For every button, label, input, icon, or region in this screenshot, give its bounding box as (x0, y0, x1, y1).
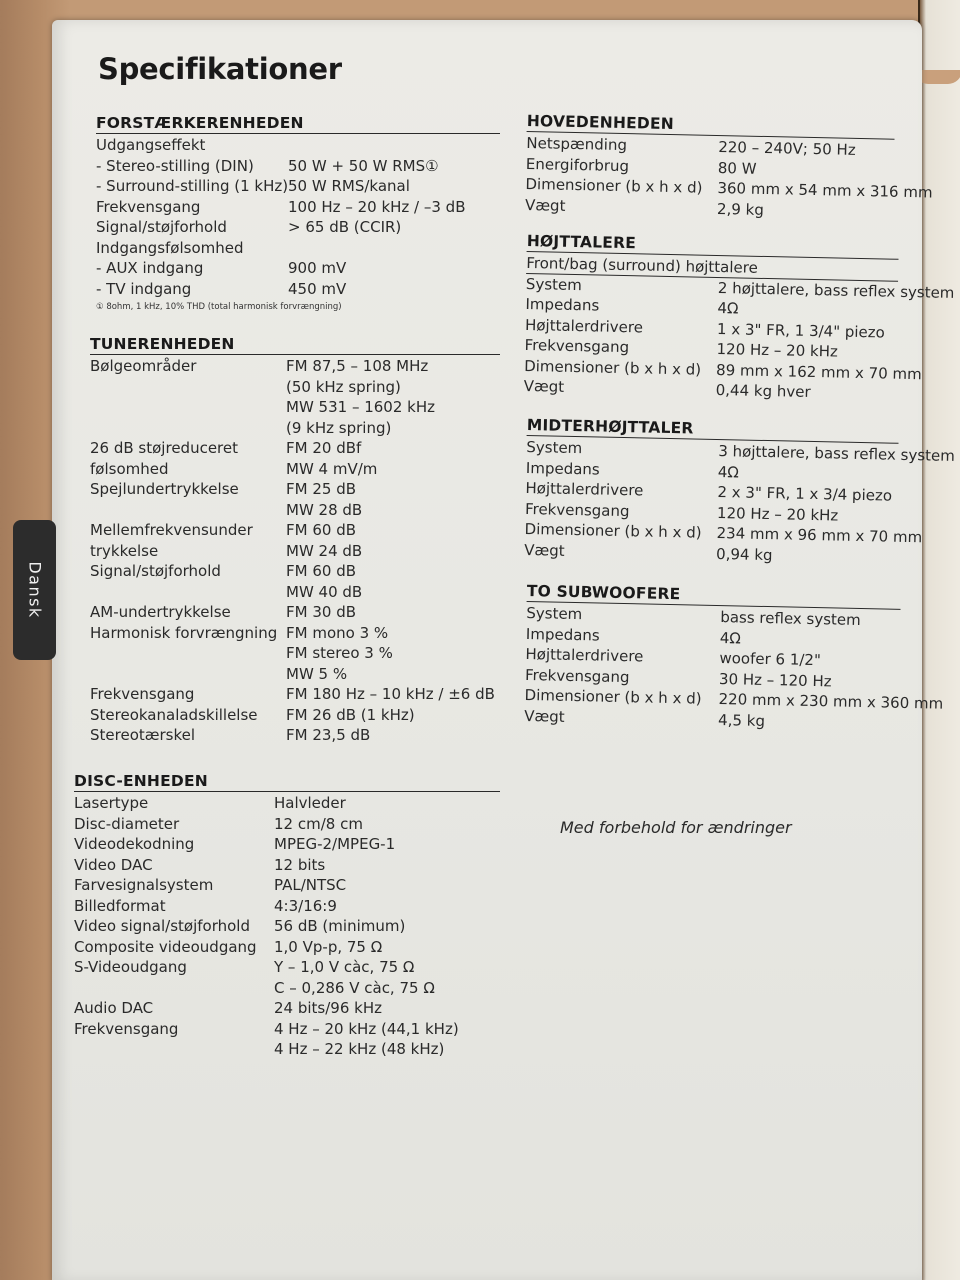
spec-label: 26 dB støjreduceret (90, 439, 238, 458)
spec-row (90, 459, 500, 480)
spec-row (74, 1039, 500, 1060)
spec-value: MW 531 – 1602 kHz (286, 398, 435, 417)
spec-row (90, 479, 500, 500)
spec-label: Harmonisk forvrængning (90, 623, 278, 642)
spec-value: MW 5 % (286, 664, 348, 683)
spec-row (74, 834, 500, 855)
spec-label: Dimensioner (b x h x d) (524, 356, 702, 379)
spec-row (90, 356, 500, 377)
spec-value: (50 kHz spring) (286, 377, 401, 396)
language-tab-label: Dansk (25, 561, 44, 619)
spec-label: trykkelse (90, 541, 159, 560)
spec-label: Video signal/støjforhold (74, 917, 250, 936)
spec-value: 120 Hz – 20 kHz (716, 340, 839, 361)
section-heading: TO SUBWOOFERE (527, 582, 901, 610)
section-heading: TUNERENHEDEN (90, 335, 500, 355)
spec-label: System (525, 274, 583, 294)
spec-value: 234 mm x 96 mm x 70 mm (716, 524, 923, 547)
spec-value: Halvleder (274, 794, 346, 813)
spec-value: 220 – 240V; 50 Hz (718, 138, 856, 160)
spec-row (96, 279, 500, 300)
spec-label: Stereokanaladskillelse (90, 705, 258, 724)
spec-label: System (526, 438, 583, 458)
spec-value: FM 60 dB (286, 521, 357, 540)
spec-row (90, 582, 500, 603)
spec-value: FM stereo 3 % (286, 644, 393, 663)
spec-label: System (526, 604, 583, 624)
spec-row (96, 135, 500, 156)
spec-row (96, 176, 500, 197)
spec-row (74, 793, 500, 814)
spec-row (90, 602, 500, 623)
spec-value: FM 25 dB (286, 480, 357, 499)
spec-value: 50 W + 50 W RMS① (288, 156, 439, 175)
spec-row (90, 623, 500, 644)
spec-value: MW 28 dB (286, 500, 363, 519)
spec-value: 4Ω (717, 462, 740, 482)
spec-label: Bølgeområder (90, 357, 197, 376)
spec-value: 0,94 kg (715, 544, 773, 564)
spec-value: FM 23,5 dB (286, 726, 371, 745)
spec-label: Videodekodning (74, 835, 195, 854)
spec-value: 1 x 3" FR, 1 3/4" piezo (716, 319, 886, 342)
spec-value: bass reflex system (720, 608, 861, 630)
spec-row (74, 1019, 500, 1040)
spec-label: Stereotærskel (90, 726, 196, 745)
spec-label: - Surround-stilling (1 kHz) (96, 177, 289, 196)
spec-value: 0,44 kg hver (715, 381, 811, 402)
spec-row (74, 855, 500, 876)
spec-label: Højttalerdrivere (525, 479, 644, 500)
spec-label: Frekvensgang (524, 336, 630, 357)
spec-value: FM 30 dB (286, 603, 357, 622)
subwoofer-section (524, 582, 944, 734)
spec-value: FM mono 3 % (286, 623, 389, 642)
spec-value: 24 bits/96 kHz (274, 999, 382, 1018)
spec-value: > 65 dB (CCIR) (288, 218, 402, 237)
spec-value: 2 højttalere, bass reflex system (717, 278, 955, 302)
spec-value: MW 40 dB (286, 582, 363, 601)
spec-row (90, 397, 500, 418)
spec-value: 3 højttalere, bass reflex system (718, 442, 956, 466)
spec-value: 50 W RMS/kanal (288, 177, 410, 196)
spec-value: 56 dB (minimum) (274, 917, 406, 936)
spec-row (90, 561, 500, 582)
spec-value: 360 mm x 54 mm x 316 mm (717, 179, 933, 202)
spec-row (90, 643, 500, 664)
spec-value: 2 x 3" FR, 1 x 3/4 piezo (717, 483, 893, 505)
spec-row (74, 896, 500, 917)
spec-label: Farvesignalsystem (74, 876, 214, 895)
spec-label: Video DAC (74, 855, 153, 874)
spec-label: - AUX indgang (96, 259, 204, 278)
spec-label: Vægt (524, 706, 565, 726)
spec-value: (9 kHz spring) (286, 418, 392, 437)
section-heading: HOVEDENHEDEN (527, 112, 895, 140)
spec-row (96, 238, 500, 259)
spec-label: Netspænding (526, 134, 628, 155)
spec-row (90, 684, 500, 705)
section-heading: HØJTTALERE (527, 232, 899, 260)
spec-value: woofer 6 1/2" (719, 649, 822, 670)
spec-label: Billedformat (74, 896, 166, 915)
spec-value: C – 0,286 V càc, 75 Ω (274, 978, 435, 997)
spec-row (96, 197, 500, 218)
spec-label: Impedans (525, 624, 600, 645)
spec-label: Indgangsfølsomhed (96, 238, 244, 257)
spec-row (90, 377, 500, 398)
spec-value: 30 Hz – 120 Hz (718, 669, 832, 691)
spec-row (90, 438, 500, 459)
spec-value: 2,9 kg (716, 199, 765, 219)
spec-value: 4Ω (717, 299, 739, 318)
spec-row (96, 156, 500, 177)
main-unit-section (524, 112, 933, 223)
spec-label: Dimensioner (b x h x d) (524, 520, 702, 542)
footnote: ① 8ohm, 1 kHz, 10% THD (total harmonisk forvrængning) (96, 302, 342, 312)
amplifier-section (96, 114, 500, 315)
spec-value: 120 Hz – 20 kHz (716, 503, 839, 525)
spec-row (74, 814, 500, 835)
section-heading: MIDTERHØJTTALER (527, 416, 899, 444)
spec-label: Vægt (523, 377, 565, 397)
spec-row (90, 541, 500, 562)
spec-value: FM 26 dB (1 kHz) (286, 705, 415, 724)
spec-row (90, 418, 500, 439)
spec-value: Y – 1,0 V càc, 75 Ω (274, 958, 415, 977)
spec-label: Signal/støjforhold (96, 218, 227, 237)
spec-row (90, 705, 500, 726)
spec-label: Frekvensgang (524, 499, 630, 520)
spec-value: FM 180 Hz – 10 kHz / ±6 dB (286, 685, 495, 704)
spec-label: - Stereo-stilling (DIN) (96, 156, 254, 175)
spec-value: FM 60 dB (286, 562, 357, 581)
spec-label: Impedans (525, 458, 600, 479)
disc-section (74, 772, 500, 1060)
spec-value: FM 87,5 – 108 MHz (286, 357, 429, 376)
spec-label: Spejlundertrykkelse (90, 480, 239, 499)
spec-label: Energiforbrug (525, 154, 630, 175)
spec-value: FM 20 dBf (286, 439, 362, 458)
spec-value: MW 24 dB (286, 541, 363, 560)
spec-label: Impedans (525, 295, 600, 315)
page-title: Specifikationer (98, 52, 342, 86)
spec-row (74, 957, 500, 978)
spec-label: Vægt (524, 195, 566, 215)
spec-label: Dimensioner (b x h x d) (524, 686, 702, 708)
spec-row (74, 998, 500, 1019)
spec-row (90, 520, 500, 541)
spec-value: 4 Hz – 22 kHz (48 kHz) (274, 1040, 445, 1059)
spec-label: Frekvensgang (74, 1019, 179, 1038)
spec-value: 4:3/16:9 (274, 896, 337, 915)
spec-value: PAL/NTSC (274, 876, 347, 895)
spec-value: MW 4 mV/m (286, 459, 378, 478)
spec-label: Vægt (524, 540, 565, 560)
language-tab (13, 520, 56, 660)
spec-value: 100 Hz – 20 kHz / –3 dB (288, 197, 466, 216)
spec-row (74, 916, 500, 937)
spec-value: 4,5 kg (717, 710, 766, 730)
spec-row (90, 664, 500, 685)
spec-value: 900 mV (288, 259, 347, 278)
spec-value: 89 mm x 162 mm x 70 mm (715, 360, 922, 384)
speakers-section (523, 232, 955, 404)
section-heading: FORSTÆRKERENHEDEN (96, 114, 500, 134)
spec-row (74, 875, 500, 896)
spec-row (74, 937, 500, 958)
spec-label: Signal/støjforhold (90, 562, 221, 581)
spec-label: Dimensioner (b x h x d) (525, 175, 703, 197)
spec-value: 450 mV (288, 279, 347, 298)
spec-row (96, 217, 500, 238)
spec-label: Frekvensgang (96, 197, 201, 216)
spec-value: 220 mm x 230 mm x 360 mm (718, 690, 944, 713)
spec-value: 12 bits (274, 855, 326, 874)
section-heading: DISC-ENHEDEN (74, 772, 500, 792)
spec-row (90, 500, 500, 521)
spec-label: Audio DAC (74, 999, 154, 1018)
spec-label: - TV indgang (96, 279, 192, 298)
spec-value: 4Ω (719, 628, 742, 648)
spec-label: følsomhed (90, 459, 169, 478)
spec-value: 12 cm/8 cm (274, 814, 363, 833)
spec-value: 80 W (717, 158, 757, 178)
spec-label: Disc-diameter (74, 814, 180, 833)
spec-row (96, 258, 500, 279)
spec-label: Lasertype (74, 794, 149, 813)
spec-value: MPEG-2/MPEG-1 (274, 835, 396, 854)
spec-label: Mellemfrekvensunder (90, 521, 253, 540)
spec-label: Frekvensgang (90, 685, 195, 704)
tuner-section (90, 335, 500, 746)
spec-value: 1,0 Vp-p, 75 Ω (274, 937, 383, 956)
center-speaker-section (524, 416, 956, 568)
subheading-text: Front/bag (surround) højttalere (526, 253, 759, 277)
spec-row (74, 978, 500, 999)
spec-label: S-Videoudgang (74, 958, 187, 977)
spec-label: AM-undertrykkelse (90, 603, 231, 622)
spec-row (90, 725, 500, 746)
spec-label: Højttalerdrivere (524, 315, 644, 337)
disclaimer-note: Med forbehold for ændringer (560, 818, 792, 837)
spec-label: Composite videoudgang (74, 937, 257, 956)
spec-value: 4 Hz – 20 kHz (44,1 kHz) (274, 1019, 459, 1038)
spec-label: Højttalerdrivere (525, 645, 644, 666)
spec-label: Frekvensgang (524, 665, 630, 686)
spec-label: Udgangseffekt (96, 136, 206, 155)
